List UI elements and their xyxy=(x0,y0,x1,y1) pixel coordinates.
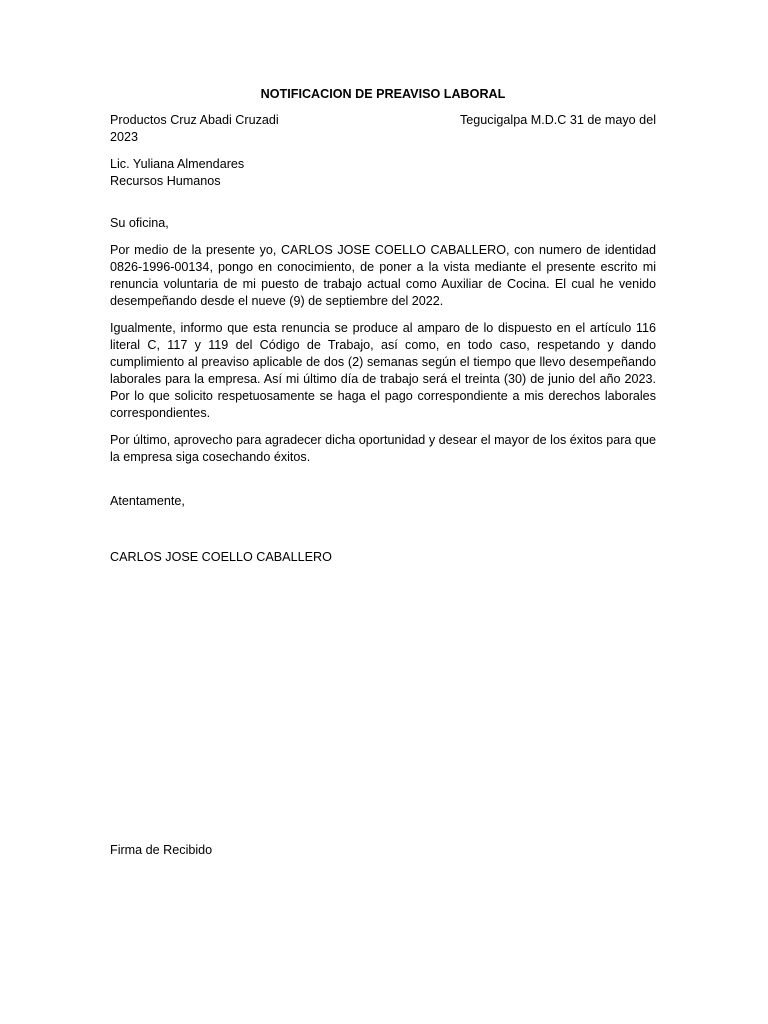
letter-header xyxy=(110,112,656,129)
letter-body xyxy=(110,86,656,566)
paragraph-resignation: Por medio de la presente yo, CARLOS JOSE COELLO CABALLERO, con numero de identidad 0826-1996-00134, pongo en conocimiento, de poner a la vista mediante el presente escrito mi renuncia voluntaria de mi puesto de trabajo actual como Auxiliar de Cocina. El cual he venido desempeñando desde el nueve (9) de septiembre del 2022. xyxy=(110,243,656,308)
recipient-name: Lic. Yuliana Almendares xyxy=(110,157,245,171)
signatory-name: CARLOS JOSE COELLO CABALLERO xyxy=(110,550,332,564)
recipient-department: Recursos Humanos xyxy=(110,174,221,188)
paragraph-thanks: Por último, aprovecho para agradecer dicha oportunidad y desear el mayor de los éxitos para que la empresa siga cosechando éxitos. xyxy=(110,433,656,464)
greeting: Su oficina, xyxy=(110,216,169,230)
paragraph-legal-basis: Igualmente, informo que esta renuncia se produce al amparo de lo dispuesto en el artículo 116 literal C, 117 y 119 del Código de Trabajo, así como, en todo caso, respetando y dando cumplimiento al preaviso aplicable de dos (2) semanas según el tiempo que llevo desempeñando laborales para la empresa. Así mi último día de trabajo será el treinta (30) de junio del año 2023. Por lo que solicito respetuosamente se haga el pago correspondiente a mis derechos laborales correspondientes. xyxy=(110,321,656,420)
receipt-signature-label: Firma de Recibido xyxy=(110,843,213,857)
date-year: 2023 xyxy=(110,130,139,144)
place-date: Tegucigalpa M.D.C 31 de mayo del xyxy=(459,113,656,127)
company-name: Productos Cruz Abadi Cruzadi xyxy=(110,113,279,127)
closing: Atentamente, xyxy=(110,494,185,508)
document-title: NOTIFICACION DE PREAVISO LABORAL xyxy=(260,87,506,101)
recipient-block xyxy=(110,156,656,190)
